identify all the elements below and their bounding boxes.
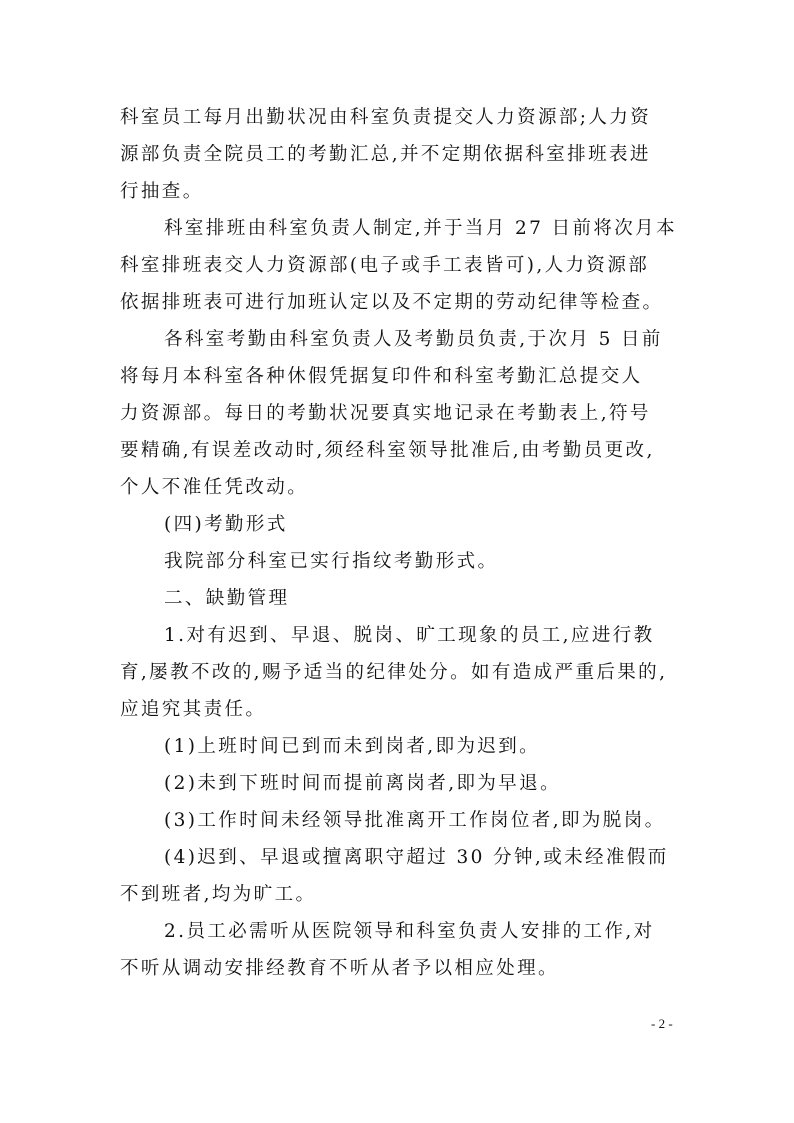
text-line: 科室排班由科室负责人制定,并于当月 27 日前将次月本 [164, 218, 677, 239]
text-line: 将每月本科室各种休假凭据复印件和科室考勤汇总提交人 [120, 366, 643, 387]
text-line: (2)未到下班时间而提前离岗者,即为早退。 [164, 773, 561, 794]
text-line: 科室员工每月出勤状况由科室负责提交人力资源部;人力资 [120, 107, 652, 128]
text-line: 1.对有迟到、早退、脱岗、旷工现象的员工,应进行教 [164, 625, 655, 646]
text-line: 育,屡教不改的,赐予适当的纪律处分。如有造成严重后果的, [120, 662, 668, 683]
section-heading: 二、缺勤管理 [164, 588, 290, 609]
text-line: 源部负责全院员工的考勤汇总,并不定期依据科室排班表进 [120, 144, 651, 165]
page-number: - 2 - [651, 1016, 673, 1031]
text-line: 应追究其责任。 [120, 699, 267, 720]
text-line: 各科室考勤由科室负责人及考勤员负责,于次月 5 日前 [164, 329, 663, 350]
text-line: 科室排班表交人力资源部(电子或手工表皆可),人力资源部 [120, 255, 650, 276]
text-line: 我院部分科室已实行指纹考勤形式。 [164, 551, 499, 572]
text-line: (3)工作时间未经领导批准离开工作岗位者,即为脱岗。 [164, 810, 666, 831]
text-line: 不听从调动安排经教育不听从者予以相应处理。 [120, 958, 559, 979]
text-line: (1)上班时间已到而未到岗者,即为迟到。 [164, 736, 541, 757]
text-line: 个人不准任凭改动。 [120, 477, 309, 498]
text-line: 依据排班表可进行加班认定以及不定期的劳动纪律等检查。 [120, 292, 664, 313]
text-line: 不到班者,均为旷工。 [120, 884, 317, 905]
text-line: 力资源部。每日的考勤状况要真实地记录在考勤表上,符号 [120, 403, 651, 424]
document-body [120, 99, 700, 987]
text-line: (4)迟到、早退或擅离职守超过 30 分钟,或未经准假而 [164, 847, 669, 868]
text-line: 行抽查。 [120, 181, 204, 202]
text-line: 要精确,有误差改动时,须经科室领导批准后,由考勤员更改, [120, 440, 655, 461]
text-line: 2.员工必需听从医院领导和科室负责人安排的工作,对 [164, 921, 655, 942]
section-heading: (四)考勤形式 [164, 514, 288, 535]
